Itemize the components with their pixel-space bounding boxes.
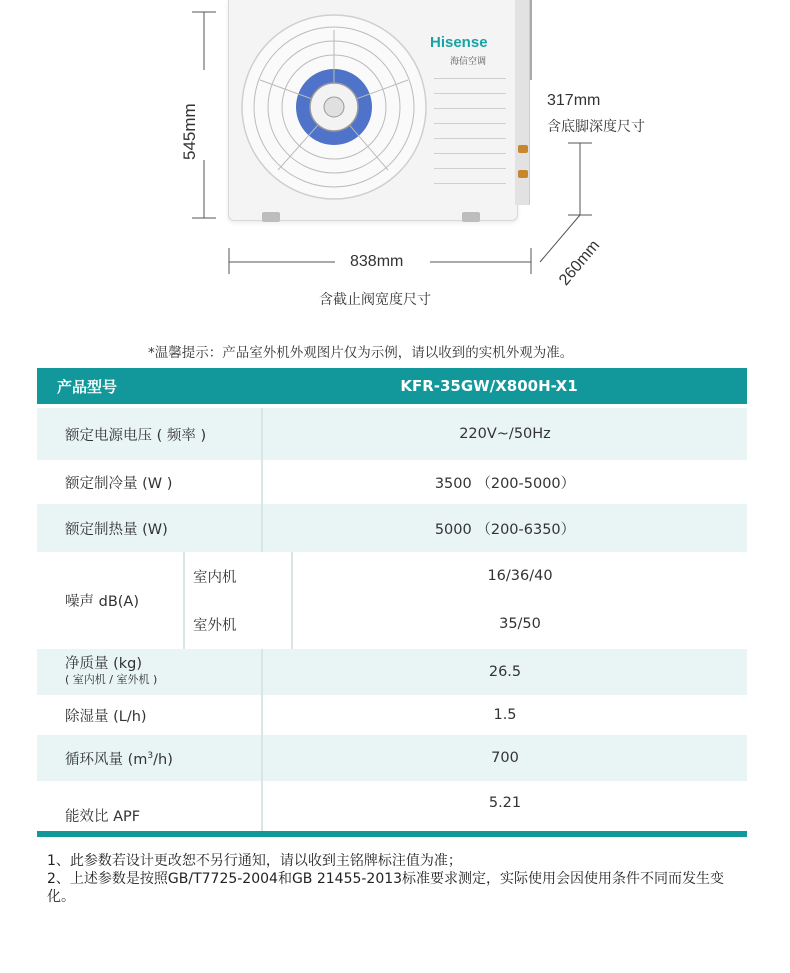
table-bottom-bar: [37, 831, 747, 837]
dehumid-label: 除湿量 (L/h): [65, 708, 147, 725]
dehumid-value: 1.5: [493, 707, 517, 723]
depth-note: 含底脚深度尺寸: [547, 119, 645, 135]
disclaimer-tip: *温馨提示：产品室外机外观图片仅为示例，请以收到的实机外观为准。: [148, 345, 574, 361]
noise-indoor-label: 室内机: [193, 569, 237, 586]
side-dimension: 260mm: [556, 237, 604, 289]
height-dimension: 545mm: [180, 103, 199, 160]
row-label: 额定电源电压 ( 频率 ): [65, 427, 207, 444]
apf-value: 5.21: [488, 795, 522, 811]
footnote-2: 2、上述参数是按照GB/T7725-2004和GB 21455-2013标准要求测定，实际使用会因使用条件不同而发生变化。: [47, 871, 725, 905]
header-label: 产品型号: [57, 377, 118, 396]
table-row: [37, 781, 747, 831]
footnotes: [47, 852, 747, 906]
airflow-value: 700: [491, 750, 519, 766]
header-model: KFR-35GW/X800H-X1: [400, 377, 578, 395]
table-row: [37, 460, 747, 504]
noise-outdoor-label: 室外机: [193, 617, 237, 634]
row-label: 额定制冷量 (W ): [65, 475, 173, 492]
noise-indoor-value: 16/36/40: [487, 568, 553, 584]
weight-value: 26.5: [488, 664, 522, 680]
brand-logo: Hisense: [430, 34, 488, 51]
dimension-lines: [0, 0, 790, 320]
table-row: [37, 504, 747, 552]
apf-label: 能效比 APF: [65, 809, 141, 825]
width-note: 含截止阀宽度尺寸: [319, 292, 431, 308]
noise-label: 噪声 dB(A): [65, 594, 139, 610]
table-row: [37, 408, 747, 460]
noise-outdoor-value: 35/50: [499, 616, 541, 632]
width-dimension: 838mm: [350, 253, 404, 270]
noise-row: [37, 552, 747, 649]
table-row: [37, 735, 747, 781]
row-value: 3500 （200-5000）: [434, 475, 576, 492]
table-row: [37, 649, 747, 695]
table-header: [37, 368, 747, 404]
row-value: 5000 （200-6350）: [434, 521, 576, 538]
airflow-label: 循环风量 $(m^3/h)$: [65, 750, 173, 768]
row-value: 220V~/50Hz: [459, 426, 551, 442]
spec-table: [37, 368, 747, 837]
depth-dimension: 317mm: [547, 92, 601, 109]
brand-subtitle: 海信空调: [450, 57, 487, 67]
footnote-1: 1、此参数若设计更改恕不另行通知，请以收到主铭牌标注值为准；: [47, 853, 462, 869]
weight-label: 净质量 (kg): [65, 656, 143, 672]
table-row: [37, 695, 747, 735]
weight-sub-label: ( 室内机 / 室外机 ): [65, 673, 158, 686]
row-label: 额定制热量 (W): [65, 521, 168, 538]
